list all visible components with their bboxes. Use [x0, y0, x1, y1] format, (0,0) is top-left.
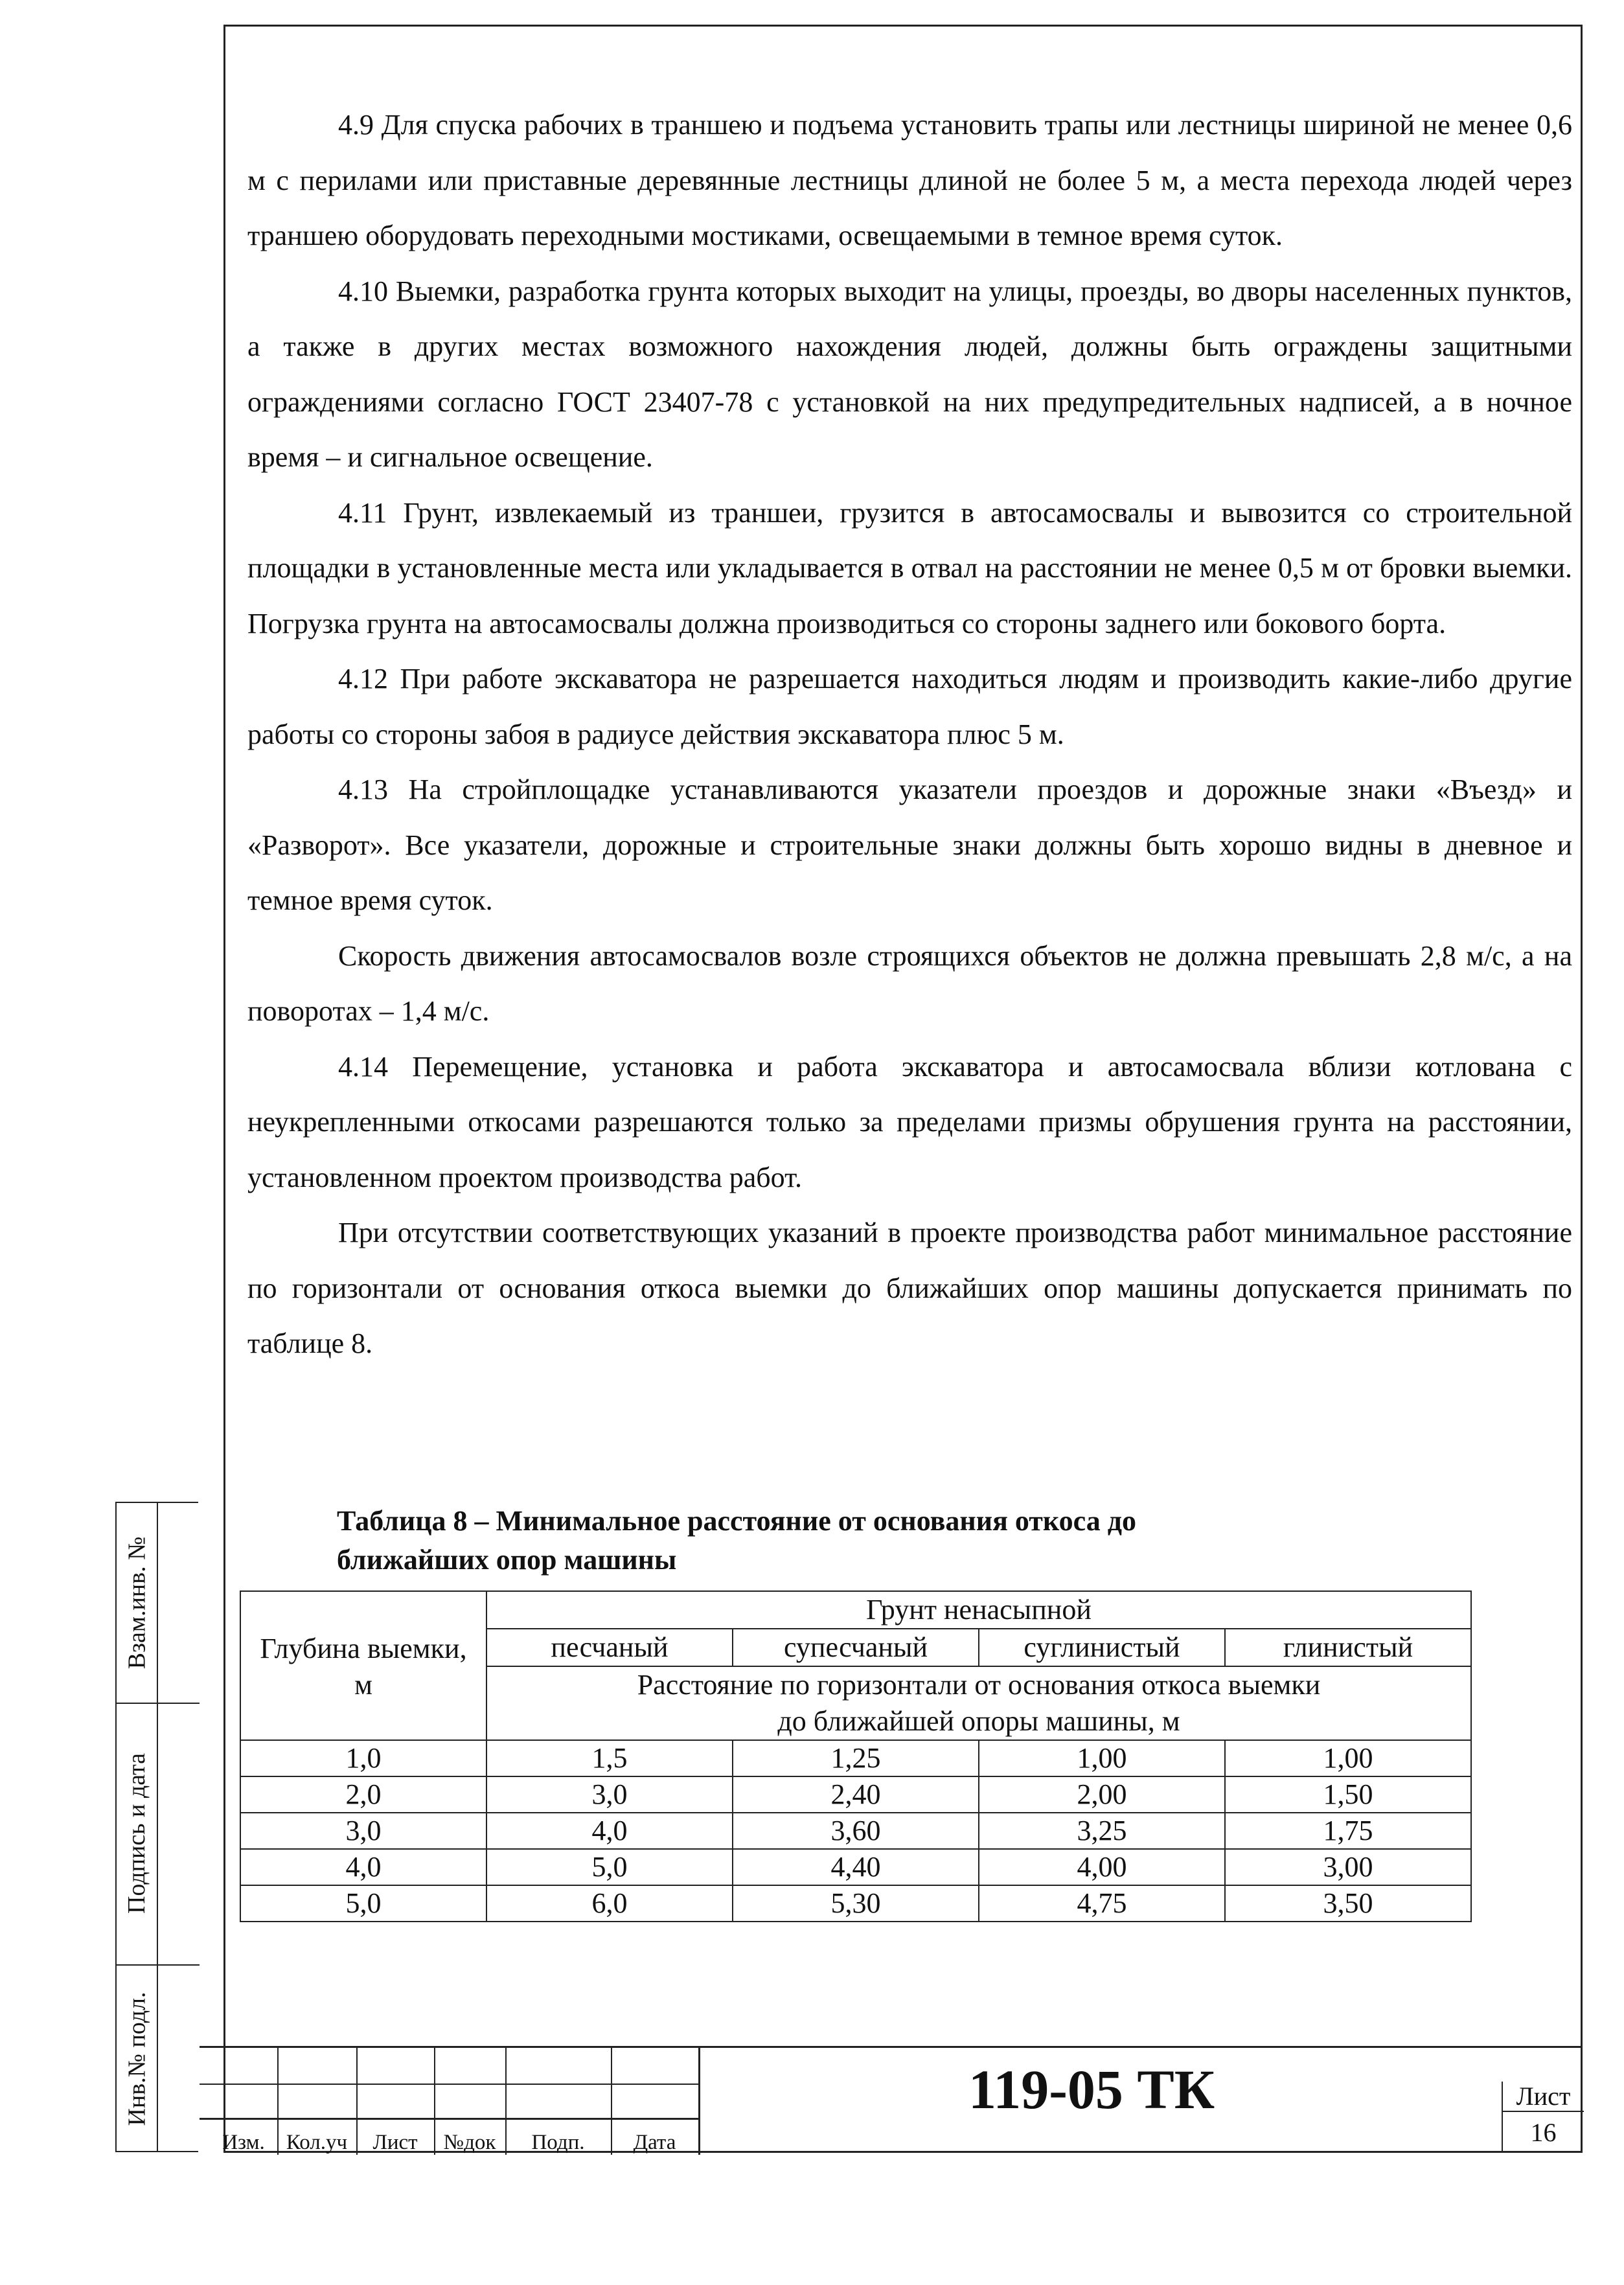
table-cell: 5,0 [486, 1849, 733, 1885]
label-izm: Изм. [222, 2131, 265, 2154]
sheet-box [1502, 2082, 1584, 2153]
header-soil: Грунт ненасыпной [486, 1591, 1471, 1629]
label-list: Лист [372, 2131, 418, 2154]
sheet-number: 16 [1530, 2118, 1557, 2147]
label-ndok: №док [443, 2131, 496, 2154]
table-cell: 1,50 [1225, 1776, 1471, 1813]
table-cell: 1,25 [733, 1740, 979, 1776]
stamp-inv [117, 1964, 157, 2153]
table-cell: 3,60 [733, 1813, 979, 1849]
table-caption [337, 1502, 1438, 1579]
table-cell: 2,40 [733, 1776, 979, 1813]
table-row [240, 1885, 1471, 1922]
table-row [240, 1776, 1471, 1813]
label-kolvo: Кол.уч [286, 2131, 348, 2154]
table-cell: 1,5 [486, 1740, 733, 1776]
table-cell: 1,00 [979, 1740, 1225, 1776]
table-cell: 3,50 [1225, 1885, 1471, 1922]
table-cell: 4,0 [486, 1813, 733, 1849]
stamp-inv-text: Инв.№ подл. [123, 1992, 151, 2126]
table-cell: 3,00 [1225, 1849, 1471, 1885]
label-data: Дата [633, 2131, 676, 2154]
table-cell: 1,00 [1225, 1740, 1471, 1776]
header-depth-unit: м [354, 1669, 372, 1701]
table-row [240, 1813, 1471, 1849]
table-caption-line: ближайших опор машины [337, 1544, 677, 1576]
header-depth-label: Глубина выемки, [260, 1633, 467, 1664]
body-text [247, 97, 1572, 1372]
table-cell: 3,0 [240, 1813, 486, 1849]
table-cell: 5,0 [240, 1885, 486, 1922]
table-row [240, 1849, 1471, 1885]
title-block-line [200, 2084, 698, 2085]
table-cell: 1,75 [1225, 1813, 1471, 1849]
header-depth [240, 1591, 486, 1740]
header-distance-2: до ближайшей опоры машины, м [486, 1703, 1471, 1740]
stamp-vzam-text: Взам.инв. № [123, 1536, 151, 1670]
paragraph: При отсутствии соответствующих указаний в проекте производства работ минимальное расстояние по горизонтали от основания откоса выемки до ближайших опор машины допускается принимать по таблице 8. [247, 1217, 1572, 1359]
paragraph: 4.10 Выемки, разработка грунта которых выходит на улицы, проезды, во дворы населенных пунктов, а также в других местах возможного нахождения людей, должны быть ограждены защитными ограждениями согласно ГОСТ 23407-78 с установкой на них предупредительных надписей, а в ночное время – и сигнальное освещение. [247, 275, 1572, 473]
paragraph: Скорость движения автосамосвалов возле строящихся объектов не должна превышать 2,8 м/с, а на поворотах – 1,4 м/с. [247, 939, 1572, 1027]
table-cell: 4,0 [240, 1849, 486, 1885]
table-cell: 2,00 [979, 1776, 1225, 1813]
table-cell: 5,30 [733, 1885, 979, 1922]
side-stamp [115, 1502, 198, 2152]
header-soil-type: песчаный [486, 1629, 733, 1666]
label-podp: Подп. [531, 2131, 585, 2154]
stamp-podpis-text: Подпись и дата [123, 1752, 151, 1914]
table-row [240, 1740, 1471, 1776]
paragraph: 4.13 На стройплощадке устанавливаются указатели проездов и дорожные знаки «Въезд» и «Разворот». Все указатели, дорожные и строительные знаки должны быть хорошо видны в дневное и темное время суток. [247, 774, 1572, 916]
paragraph: 4.14 Перемещение, установка и работа экскаватора и автосамосвала вблизи котлована с неукрепленными откосами разрешаются только за пределами призмы обрушения грунта на расстоянии, установленном проектом производства работ. [247, 1050, 1572, 1193]
table-caption-line: Таблица 8 – Минимальное расстояние от основания откоса до [337, 1505, 1136, 1537]
distance-table [240, 1590, 1472, 1922]
header-soil-type: суглинистый [979, 1629, 1225, 1666]
paragraph: 4.9 Для спуска рабочих в траншею и подъема установить трапы или лестницы шириной не менее 0,6 м с перилами или приставные деревянные лестницы длиной не более 5 м, а места перехода людей через траншею оборудовать переходными мостиками, освещаемыми в темное время суток. [247, 109, 1572, 251]
table-cell: 3,0 [486, 1776, 733, 1813]
header-soil-type: глинистый [1225, 1629, 1471, 1666]
title-block-line [200, 2118, 698, 2120]
paragraph: 4.12 При работе экскаватора не разрешается находиться людям и производить какие-либо другие работы со стороны забоя в радиусе действия экскаватора плюс 5 м. [247, 663, 1572, 750]
stamp-podpis [117, 1703, 157, 1964]
table-cell: 4,40 [733, 1849, 979, 1885]
table-cell: 3,25 [979, 1813, 1225, 1849]
document-code: 119-05 ТК [968, 2058, 1215, 2120]
table-cell: 1,0 [240, 1740, 486, 1776]
header-distance-1: Расстояние по горизонтали от основания откоса выемки [486, 1666, 1471, 1703]
header-soil-type: супесчаный [733, 1629, 979, 1666]
paragraph: 4.11 Грунт, извлекаемый из траншеи, грузится в автосамосвалы и вывозится со строительной площадки в установленные места или укладывается в отвал на расстоянии не менее 0,5 м от бровки выемки. Погрузка грунта на автосамосвалы должна производиться со стороны заднего или бокового борта. [247, 496, 1572, 639]
table-cell: 6,0 [486, 1885, 733, 1922]
table-cell: 2,0 [240, 1776, 486, 1813]
sheet-label: Лист [1503, 2082, 1584, 2112]
table-cell: 4,75 [979, 1885, 1225, 1922]
stamp-vzam [117, 1503, 157, 1703]
table-cell: 4,00 [979, 1849, 1225, 1885]
